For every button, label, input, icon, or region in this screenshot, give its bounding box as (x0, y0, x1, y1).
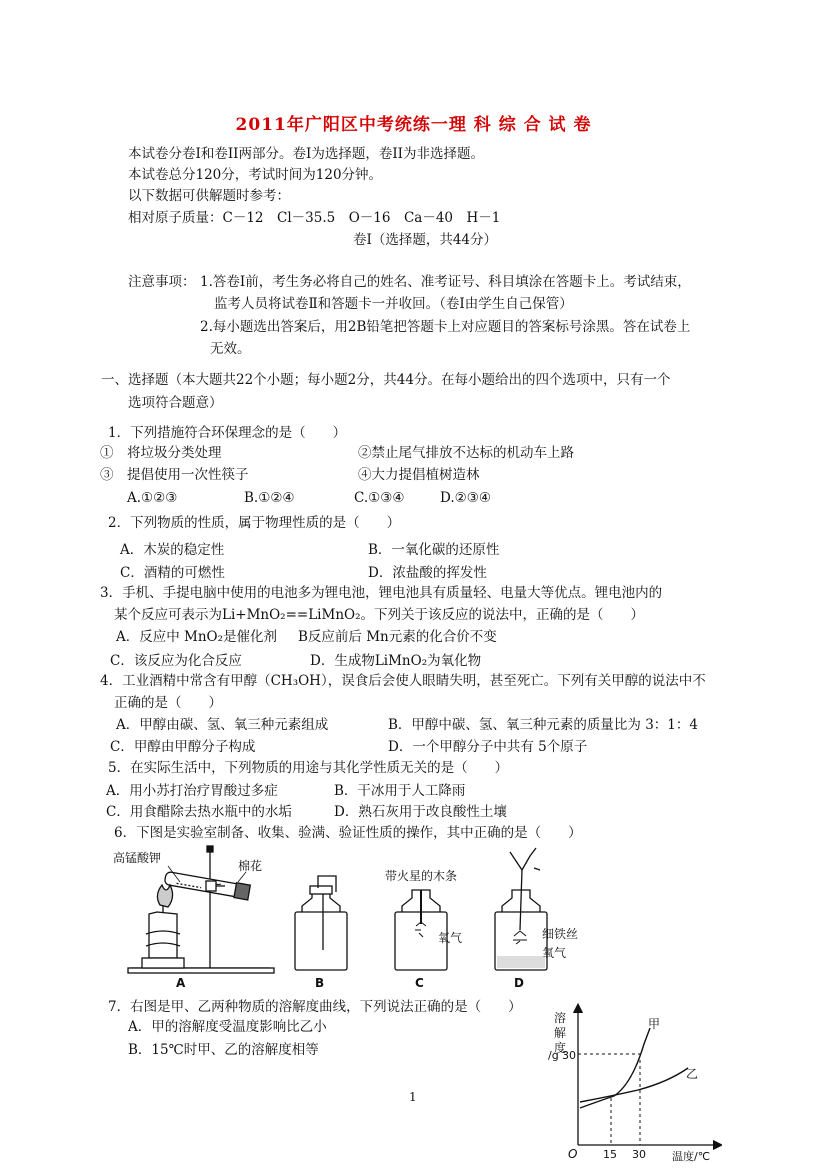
q2-stem: 2．下列物质的性质，属于物理性质的是（ ） (108, 515, 401, 531)
q5-stem: 5．在实际生活中，下列物质的用途与其化学性质无关的是（ ） (108, 760, 509, 776)
y-tick-30: 30 (562, 1049, 576, 1062)
ylabel-3: 度 (554, 1041, 567, 1055)
curve-yi-label: 乙 (686, 1067, 699, 1081)
curve-yi (580, 1068, 688, 1102)
q7-option-a: A．甲的溶解度受温度影响比乙小 (128, 1019, 327, 1035)
solubility-graph (540, 1000, 722, 1162)
intro-line-3: 以下数据可供解题时参考： (128, 188, 290, 204)
q4-option-c: C．甲醇由甲醇分子构成 (110, 739, 256, 755)
q2-option-a: A．木炭的稳定性 (120, 542, 225, 558)
caption-b: B (315, 976, 325, 990)
q2-option-c: C．酒精的可燃性 (120, 565, 225, 581)
q3-option-b: B反应前后 Mn元素的化合价不变 (298, 629, 497, 645)
part-one-line-2: 选项符合题意） (128, 395, 223, 411)
label-kmno4: 高锰酸钾 (113, 851, 162, 865)
q2-option-b: B．一氧化碳的还原性 (368, 542, 500, 558)
q1-option-a: A.①②③ (127, 490, 178, 506)
x-label: 温度/℃ (672, 1150, 711, 1162)
q3-stem-1: 3．手机、手提电脑中使用的电池多为锂电池，锂电池具有质量轻、电量大等优点。锂电池内的 (100, 585, 663, 601)
q4-option-b: B．甲醇中碳、氢、氧三种元素的质量比为 3：1：4 (388, 717, 698, 733)
notes-line-2: 监考人员将试卷Ⅱ和答题卡一并收回。（卷I由学生自己保管） (214, 296, 573, 312)
intro-line-1: 本试卷分卷Ⅰ和卷ⅠI两部分。卷Ⅰ为选择题，卷ⅠI为非选择题。 (128, 146, 484, 162)
q5-option-c: C．用食醋除去热水瓶中的水垢 (106, 804, 292, 820)
q1-option-b: B.①②④ (244, 490, 295, 506)
atomic-mass-line: 相对原子质量：C－12 Cl－35.5 O－16 Ca－40 H－1 (128, 210, 501, 226)
q5-option-b: B．干冰用于人工降雨 (334, 783, 466, 799)
label-cotton: 棉花 (238, 859, 263, 873)
q1-item-4: ④大力提倡植树造林 (358, 467, 480, 483)
q3-option-d: D．生成物LiMnO₂为氧化物 (310, 653, 482, 669)
q1-stem: 1．下列措施符合环保理念的是（ ） (108, 425, 347, 441)
ylabel-2: 解 (554, 1026, 567, 1040)
notes-prefix: 注意事项： (128, 274, 196, 290)
caption-a: A (176, 976, 186, 990)
q1-item-2: ②禁止尾气排放不达标的机动车上路 (358, 445, 574, 461)
x-tick-15: 15 (603, 1148, 617, 1161)
q4-stem-2: 正确的是（ ） (114, 695, 222, 711)
label-splint: 带火星的木条 (385, 869, 458, 883)
q7-option-b: B．15℃时甲、乙的溶解度相等 (128, 1042, 319, 1058)
q4-option-d: D．一个甲醇分子中共有 5个原子 (388, 739, 588, 755)
x-tick-30: 30 (632, 1148, 646, 1161)
section-label: 卷I（选择题，共44分） (353, 232, 498, 248)
caption-d: D (514, 976, 524, 990)
q3-option-c: C．该反应为化合反应 (110, 653, 242, 669)
q4-stem-1: 4．工业酒精中常含有甲醇（CH₃OH），误食后会使人眼睛失明，甚至死亡。下列有关甲醇的说法中不 (100, 673, 706, 689)
caption-c: C (415, 976, 424, 990)
q2-option-d: D．浓盐酸的挥发性 (368, 565, 487, 581)
q7-stem: 7．右图是甲、乙两种物质的溶解度曲线，下列说法正确的是（ ） (108, 999, 522, 1015)
q4-option-a: A．甲醇由碳、氢、氧三种元素组成 (116, 717, 329, 733)
bottle-c (395, 890, 447, 970)
q1-item-3: ③ 提倡使用一次性筷子 (100, 467, 249, 483)
label-oxygen-d: 氧气 (542, 946, 567, 960)
q5-option-d: D．熟石灰用于改良酸性土壤 (334, 804, 507, 820)
bottle-d (495, 848, 547, 970)
q6-stem: 6．下图是实验室制备、收集、验满、验证性质的操作，其中正确的是（ ） (114, 825, 582, 841)
exam-title: 2011年广阳区中考统练一理 科 综 合 试 卷 (235, 115, 592, 135)
q3-stem-2: 某个反应可表示为Li+MnO₂==LiMnO₂。下列关于该反应的说法中，正确的是（ ） (114, 607, 644, 623)
label-wire: 细铁丝 (542, 927, 579, 941)
q5-option-a: A．用小苏打治疗胃酸过多症 (106, 783, 278, 799)
intro-line-2: 本试卷总分120分，考试时间为120分钟。 (128, 167, 383, 183)
y-unit: /g (548, 1049, 559, 1062)
ylabel-1: 溶 (554, 1011, 567, 1025)
bottle-b (295, 876, 347, 970)
notes-line-4: 无效。 (210, 341, 251, 357)
origin-label: O (568, 1147, 578, 1161)
q6-figure (110, 840, 580, 990)
notes-line-3: 2.每小题选出答案后，用2B铅笔把答题卡上对应题目的答案标号涂黑。答在试卷上 (200, 319, 691, 335)
q1-option-c: C.①③④ (354, 490, 405, 506)
curve-jia-label: 甲 (648, 1017, 661, 1031)
q3-option-a: A．反应中 MnO₂是催化剂 (116, 629, 278, 645)
part-one-line-1: 一、选择题（本大题共22个小题；每小题2分，共44分。在每小题给出的四个选项中，只有一个 (101, 372, 671, 388)
notes-line-1: 1.答卷I前，考生务必将自己的姓名、准考证号、科目填涂在答题卡上。考试结束， (200, 274, 691, 290)
page-number: 1 (409, 1090, 417, 1104)
q1-item-1: ① 将垃圾分类处理 (100, 445, 222, 461)
label-oxygen-c: 氧气 (438, 931, 463, 945)
q1-option-d: D.②③④ (440, 490, 491, 506)
